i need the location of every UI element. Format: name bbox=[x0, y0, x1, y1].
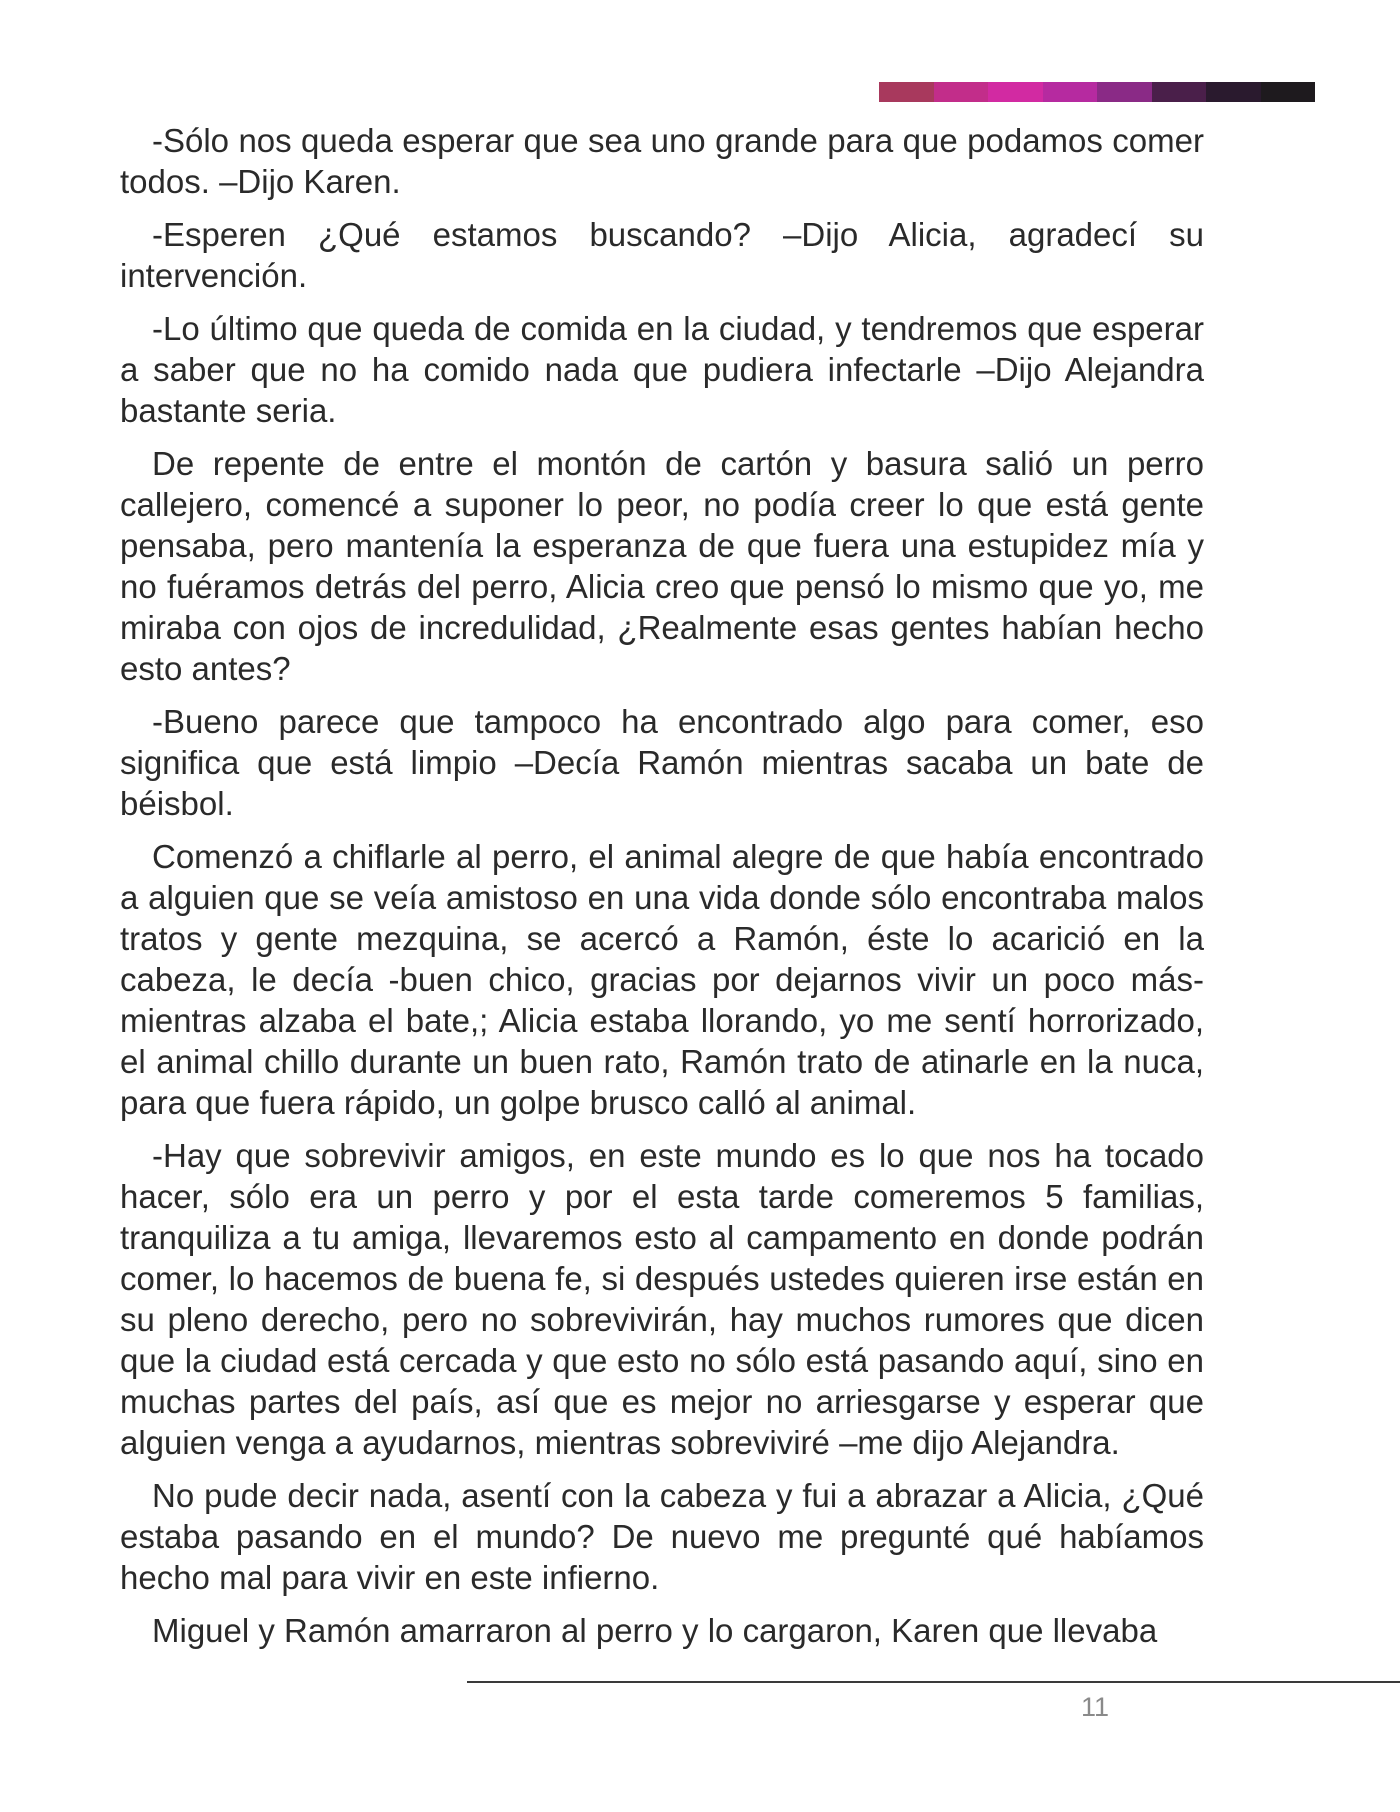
footer-rule bbox=[467, 1681, 1400, 1683]
paragraph: Comenzó a chiflarle al perro, el animal alegre de que había encontrado a alguien que se veía amistoso en una vida donde sólo encontraba malos tratos y gente mezquina, se acercó a Ramón, éste lo acarició en la cabeza, le decía -buen chico, gracias por dejarnos vivir un poco más- mientras alzaba el bate,; Alicia estaba llorando, yo me sentí horrorizado, el animal chillo durante un buen rato, Ramón trato de atinarle en la nuca, para que fuera rápido, un golpe brusco calló al animal. bbox=[120, 838, 1204, 1121]
body-text bbox=[120, 120, 1204, 1663]
accent-segment bbox=[988, 82, 1043, 102]
accent-segment bbox=[879, 82, 934, 102]
paragraph: -Esperen ¿Qué estamos buscando? –Dijo Alicia, agradecí su intervención. bbox=[120, 216, 1204, 294]
paragraph: -Bueno parece que tampoco ha encontrado algo para comer, eso significa que está limpio –Decía Ramón mientras sacaba un bate de béisbol. bbox=[120, 703, 1204, 822]
paragraph: -Hay que sobrevivir amigos, en este mundo es lo que nos ha tocado hacer, sólo era un perro y por el esta tarde comeremos 5 familias, tranquiliza a tu amiga, llevaremos esto al campamento en donde podrán comer, lo hacemos de buena fe, si después ustedes quieren irse están en su pleno derecho, pero no sobrevivirán, hay muchos rumores que dicen que la ciudad está cercada y que esto no sólo está pasando aquí, sino en muchas partes del país, así que es mejor no arriesgarse y esperar que alguien venga a ayudarnos, mientras sobreviviré –me dijo Alejandra. bbox=[120, 1137, 1204, 1461]
accent-segment bbox=[1097, 82, 1152, 102]
page-number: 11 bbox=[1080, 1692, 1110, 1722]
paragraph: -Sólo nos queda esperar que sea uno grande para que podamos comer todos. –Dijo Karen. bbox=[120, 122, 1204, 200]
paragraph: De repente de entre el montón de cartón y basura salió un perro callejero, comencé a suponer lo peor, no podía creer lo que está gente pensaba, pero mantenía la esperanza de que fuera una estupidez mía y no fuéramos detrás del perro, Alicia creo que pensó lo mismo que yo, me miraba con ojos de incredulidad, ¿Realmente esas gentes habían hecho esto antes? bbox=[120, 445, 1204, 687]
accent-segment bbox=[1152, 82, 1207, 102]
paragraph: Miguel y Ramón amarraron al perro y lo cargaron, Karen que llevaba bbox=[152, 1612, 1158, 1649]
accent-segment bbox=[1261, 82, 1316, 102]
paragraph: -Lo último que queda de comida en la ciudad, y tendremos que esperar a saber que no ha comido nada que pudiera infectarle –Dijo Alejandra bastante seria. bbox=[120, 310, 1204, 429]
header-accent-bar bbox=[879, 82, 1315, 102]
accent-segment bbox=[934, 82, 989, 102]
paragraph: No pude decir nada, asentí con la cabeza y fui a abrazar a Alicia, ¿Qué estaba pasando en el mundo? De nuevo me pregunté qué habíamos hecho mal para vivir en este infierno. bbox=[120, 1477, 1204, 1596]
accent-segment bbox=[1206, 82, 1261, 102]
accent-segment bbox=[1043, 82, 1098, 102]
